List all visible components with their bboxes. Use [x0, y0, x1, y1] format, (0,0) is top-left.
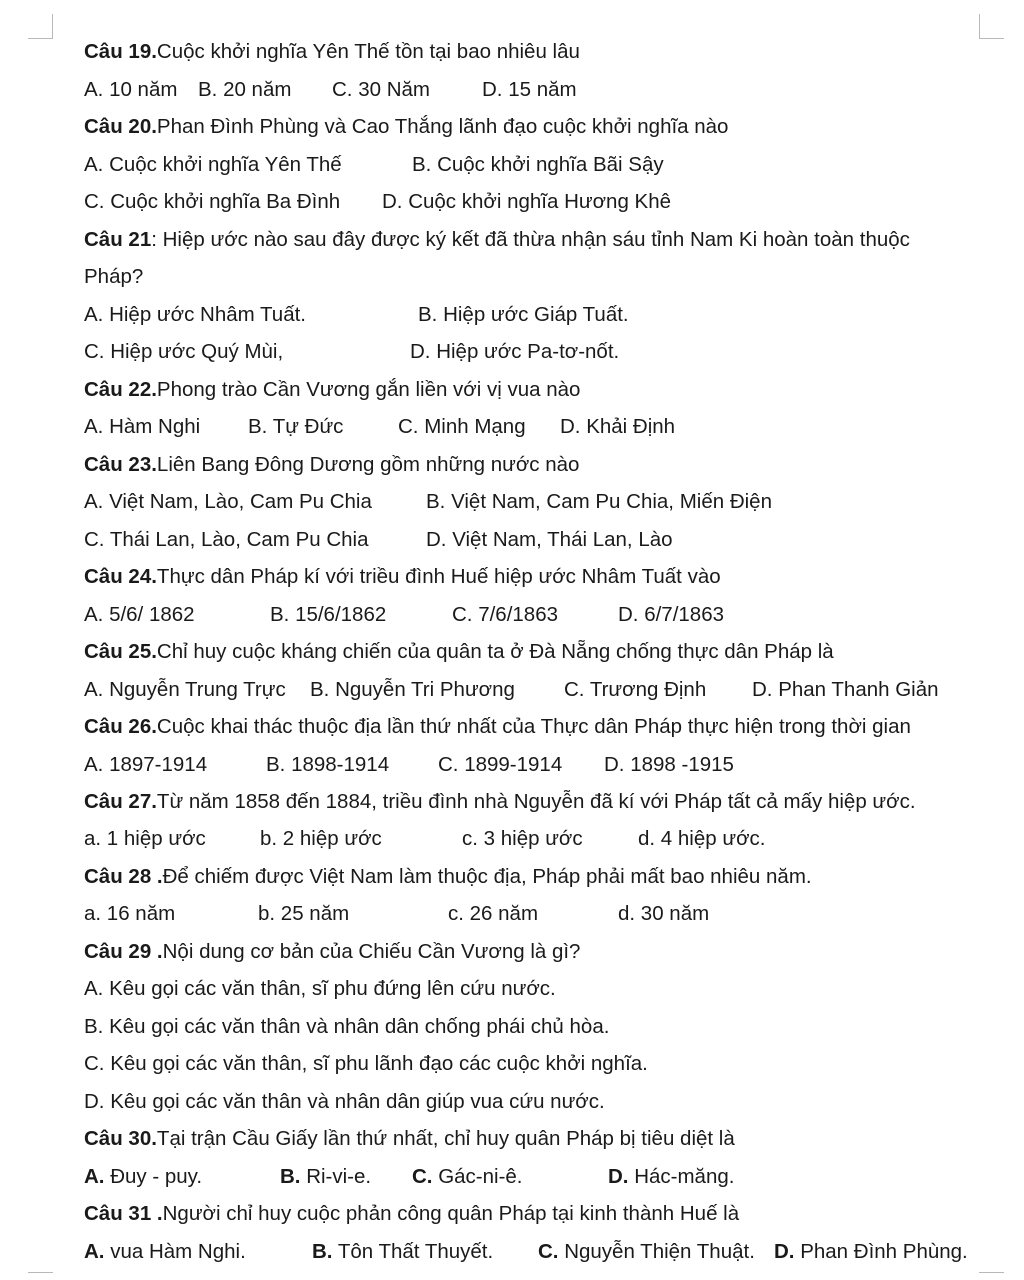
question-text-continued: Pháp? — [84, 265, 144, 288]
option-text: Gác-ni-ê. — [432, 1165, 523, 1188]
option-d: D. 1898 -1915 — [604, 753, 734, 776]
crop-mark-bottom-left-h — [28, 1272, 53, 1273]
option-d: D. Việt Nam, Thái Lan, Lào — [426, 528, 673, 551]
question-26-stem — [84, 714, 911, 740]
option-d — [774, 1239, 968, 1265]
option-b: B. 1898-1914 — [266, 753, 390, 776]
option-b — [280, 1164, 371, 1190]
question-number: Câu 27. — [84, 790, 157, 813]
question-31-options — [84, 1239, 968, 1265]
question-20-options-row1 — [84, 152, 664, 178]
option-d: d. 30 năm — [618, 902, 710, 925]
option-c: C. Thái Lan, Lào, Cam Pu Chia — [84, 528, 369, 551]
question-text: Từ năm 1858 đến 1884, triều đình nhà Nguyễn đã kí với Pháp tất cả mấy hiệp ước. — [156, 790, 916, 813]
question-23-stem — [84, 452, 580, 478]
option-c: C. 30 Năm — [332, 78, 430, 101]
option-b — [312, 1239, 493, 1265]
option-c: c. 26 năm — [448, 902, 539, 925]
question-21-stem-cont — [84, 264, 143, 290]
question-number: Câu 24. — [84, 565, 157, 588]
question-29-option-d — [84, 1089, 605, 1115]
question-30-stem — [84, 1126, 735, 1152]
option-b: B. Hiệp ước Giáp Tuất. — [418, 303, 629, 326]
question-20-stem — [84, 114, 729, 140]
question-number: Câu 25. — [84, 640, 157, 663]
crop-mark-bottom-right-h — [979, 1272, 1004, 1273]
option-d: D. 15 năm — [482, 78, 577, 101]
option-a: A. Việt Nam, Lào, Cam Pu Chia — [84, 490, 372, 513]
question-text: Cuộc khai thác thuộc địa lần thứ nhất của Thực dân Pháp thực hiện trong thời gian — [156, 715, 911, 738]
option-text: vua Hàm Nghi. — [104, 1240, 246, 1263]
option-letter: B. — [312, 1240, 333, 1263]
option-letter: A. — [84, 1240, 105, 1263]
question-23-options-row1 — [84, 489, 772, 515]
question-27-options — [84, 826, 766, 852]
option-c: C. 1899-1914 — [438, 753, 563, 776]
question-21-options-row2 — [84, 339, 620, 365]
question-text: Liên Bang Đông Dương gồm những nước nào — [156, 453, 580, 476]
option-letter: D. — [774, 1240, 795, 1263]
option-a: a. 1 hiệp ước — [84, 827, 206, 850]
question-25-stem — [84, 639, 834, 665]
question-21-stem — [84, 227, 910, 253]
question-26-options — [84, 752, 734, 778]
crop-mark-top-right-v — [979, 14, 980, 38]
option-b: B. 15/6/1862 — [270, 603, 387, 626]
question-text: Phong trào Cần Vương gắn liền với vị vua nào — [156, 378, 581, 401]
option-a: A. 10 năm — [84, 78, 178, 101]
question-21-options-row1 — [84, 302, 629, 328]
question-29-stem — [84, 939, 581, 965]
question-number: Câu 30. — [84, 1127, 157, 1150]
question-24-options — [84, 602, 724, 628]
option-d: D. Kêu gọi các văn thân và nhân dân giúp vua cứu nước. — [84, 1090, 605, 1113]
option-a — [84, 1165, 202, 1188]
option-a: A. Hiệp ước Nhâm Tuất. — [84, 303, 306, 326]
option-b: B. Cuộc khởi nghĩa Bãi Sậy — [412, 153, 664, 176]
option-b: b. 25 năm — [258, 902, 350, 925]
option-text: Đuy - puy. — [104, 1165, 203, 1188]
option-d: D. Hiệp ước Pa-tơ-nốt. — [410, 340, 620, 363]
question-text: Cuộc khởi nghĩa Yên Thế tồn tại bao nhiêu lâu — [156, 40, 580, 63]
question-24-stem — [84, 564, 721, 590]
question-text: Nội dung cơ bản của Chiếu Cần Vương là gì? — [162, 940, 581, 963]
question-28-options — [84, 901, 710, 927]
question-number: Câu 29 . — [84, 940, 163, 963]
question-number: Câu 22. — [84, 378, 157, 401]
question-23-options-row2 — [84, 527, 673, 553]
option-text: Tôn Thất Thuyết. — [332, 1240, 494, 1263]
question-number: Câu 31 . — [84, 1202, 163, 1225]
question-22-options — [84, 414, 676, 440]
question-text: Chỉ huy cuộc kháng chiến của quân ta ở Đà Nẵng chống thực dân Pháp là — [156, 640, 834, 663]
option-d: D. 6/7/1863 — [618, 603, 724, 626]
option-text: Ri-vi-e. — [300, 1165, 372, 1188]
option-a: A. Hàm Nghi — [84, 415, 201, 438]
option-c: C. Kêu gọi các văn thân, sĩ phu lãnh đạo các cuộc khởi nghĩa. — [84, 1052, 648, 1075]
question-text: Thực dân Pháp kí với triều đình Huế hiệp ước Nhâm Tuất vào — [156, 565, 721, 588]
question-30-options — [84, 1164, 735, 1190]
question-19-stem — [84, 39, 580, 65]
option-a: a. 16 năm — [84, 902, 176, 925]
question-text: Người chỉ huy cuộc phản công quân Pháp tại kinh thành Huế là — [162, 1202, 740, 1225]
option-c: C. 7/6/1863 — [452, 603, 558, 626]
question-25-options — [84, 677, 939, 703]
option-d: d. 4 hiệp ước. — [638, 827, 766, 850]
question-number: Câu 20. — [84, 115, 157, 138]
question-29-option-c — [84, 1051, 648, 1077]
question-text: Để chiếm được Việt Nam làm thuộc địa, Pháp phải mất bao nhiêu năm. — [162, 865, 812, 888]
question-28-stem — [84, 864, 812, 890]
option-letter: B. — [280, 1165, 301, 1188]
option-c: C. Hiệp ước Quý Mùi, — [84, 340, 284, 363]
option-d: D. Phan Thanh Giản — [752, 678, 939, 701]
option-a: A. Cuộc khởi nghĩa Yên Thế — [84, 153, 342, 176]
question-29-option-a — [84, 976, 556, 1002]
option-b: B. Nguyễn Tri Phương — [310, 678, 515, 701]
option-text: Hác-măng. — [628, 1165, 735, 1188]
option-b: B. Kêu gọi các văn thân và nhân dân chống phái chủ hòa. — [84, 1015, 610, 1038]
question-27-stem — [84, 789, 916, 815]
option-letter: C. — [412, 1165, 433, 1188]
option-a: A. 5/6/ 1862 — [84, 603, 195, 626]
option-b: B. Tự Đức — [248, 415, 344, 438]
question-number: Câu 28 . — [84, 865, 163, 888]
option-c — [412, 1164, 523, 1190]
option-letter: A. — [84, 1165, 105, 1188]
option-b: b. 2 hiệp ước — [260, 827, 382, 850]
option-letter: C. — [538, 1240, 559, 1263]
option-c — [538, 1239, 755, 1265]
question-text: Tại trận Cầu Giấy lần thứ nhất, chỉ huy quân Pháp bị tiêu diệt là — [156, 1127, 735, 1150]
option-b: B. Việt Nam, Cam Pu Chia, Miến Điện — [426, 490, 772, 513]
question-number: Câu 26. — [84, 715, 157, 738]
option-d: D. Khải Định — [560, 415, 676, 438]
crop-mark-top-left-v — [52, 14, 53, 38]
crop-mark-top-right-h — [979, 38, 1004, 39]
option-b: B. 20 năm — [198, 78, 292, 101]
option-c: c. 3 hiệp ước — [462, 827, 583, 850]
option-text: Phan Đình Phùng. — [794, 1240, 968, 1263]
option-a — [84, 1240, 246, 1263]
option-d: D. Cuộc khởi nghĩa Hương Khê — [382, 190, 672, 213]
question-20-options-row2 — [84, 189, 672, 215]
question-number: Câu 21 — [84, 228, 152, 251]
question-text: Phan Đình Phùng và Cao Thắng lãnh đạo cuộc khởi nghĩa nào — [156, 115, 729, 138]
question-number: Câu 23. — [84, 453, 157, 476]
option-c: C. Minh Mạng — [398, 415, 526, 438]
question-29-option-b — [84, 1014, 609, 1040]
option-letter: D. — [608, 1165, 629, 1188]
question-number: Câu 19. — [84, 40, 157, 63]
option-d — [608, 1164, 734, 1190]
option-a: A. Nguyễn Trung Trực — [84, 678, 286, 701]
option-text: Nguyễn Thiện Thuật. — [558, 1240, 755, 1263]
option-c: C. Trương Định — [564, 678, 707, 701]
question-31-stem — [84, 1201, 740, 1227]
option-a: A. 1897-1914 — [84, 753, 208, 776]
option-a: A. Kêu gọi các văn thân, sĩ phu đứng lên cứu nước. — [84, 977, 556, 1000]
question-text: : Hiệp ước nào sau đây được ký kết đã thừa nhận sáu tỉnh Nam Ki hoàn toàn thuộc — [151, 228, 910, 251]
question-19-options — [84, 77, 577, 103]
question-22-stem — [84, 377, 581, 403]
crop-mark-top-left-h — [28, 38, 53, 39]
option-c: C. Cuộc khởi nghĩa Ba Đình — [84, 190, 341, 213]
